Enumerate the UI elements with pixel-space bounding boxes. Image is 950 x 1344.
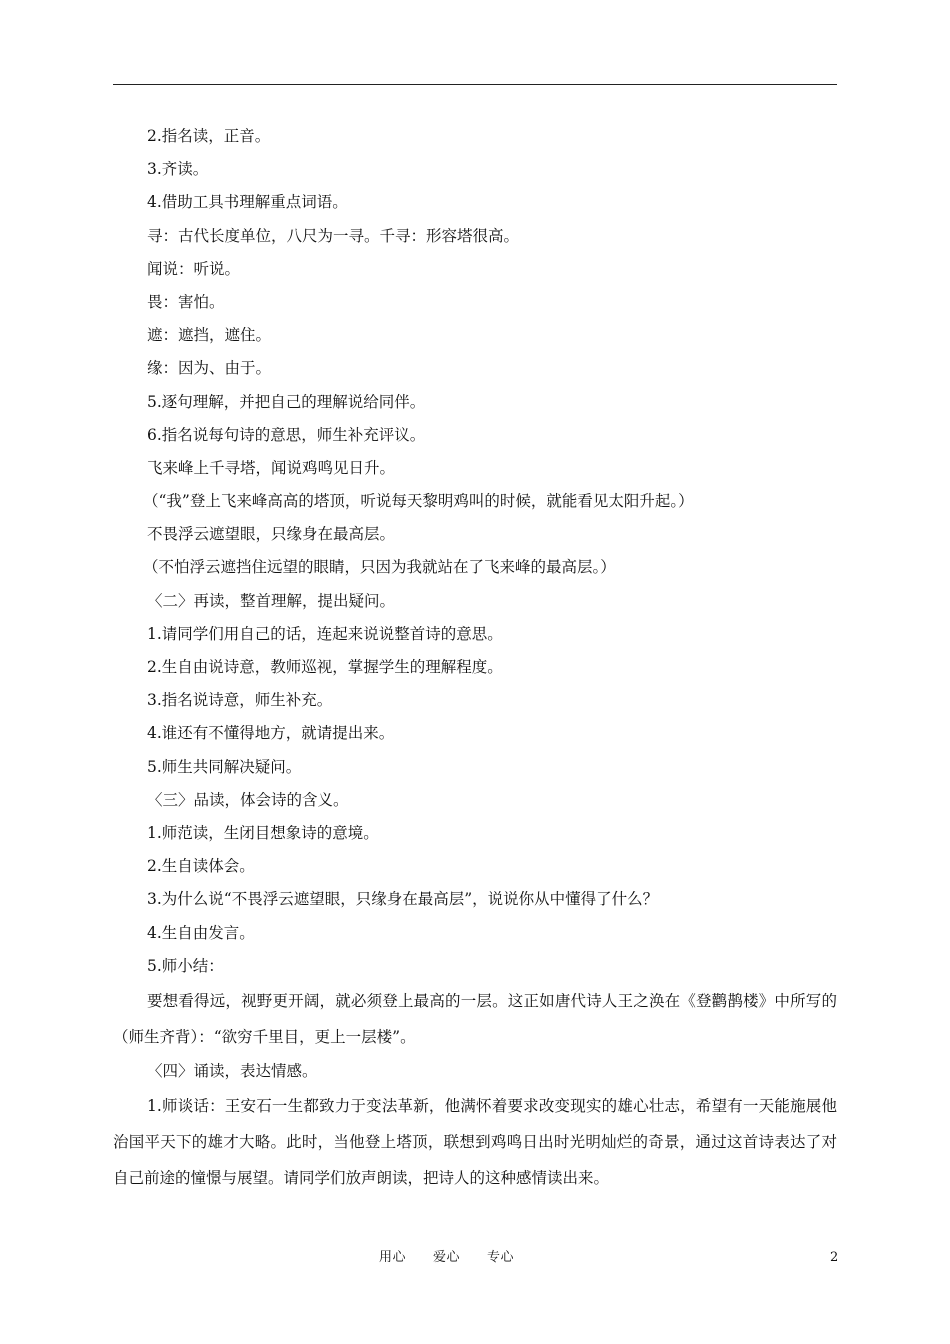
text-line: 4.借助工具书理解重点词语。 <box>147 193 348 212</box>
text-line: 5.师生共同解决疑问。 <box>147 757 302 776</box>
poem-line: 不畏浮云遮望眼，只缘身在最高层。 <box>147 525 396 544</box>
text-line: 缘：因为、由于。 <box>147 359 272 378</box>
text-line: 3.齐读。 <box>147 160 209 179</box>
header-rule <box>113 84 837 85</box>
teacher-talk-paragraph: 1.师谈话：王安石一生都致力于变法革新，他满怀着要求改变现实的雄心壮志，希望有一天能施展他治国平天下的雄才大略。此时，当他登上塔顶，联想到鸡鸣日出时光明灿烂的奇景，通过这首诗表达了对自己前途的憧憬与展望。请同学们放声朗读，把诗人的这种感情读出来。 <box>113 1097 837 1188</box>
text-line: 6.指名说每句诗的意思，师生补充评议。 <box>147 425 426 444</box>
poem-translation: （“我”登上飞来峰高高的塔顶，听说每天黎明鸡叫的时候，就能看见太阳升起。） <box>143 492 694 511</box>
text-line: 5.师小结： <box>147 956 224 975</box>
text-line: 闻说：听说。 <box>147 259 241 278</box>
text-line: 2.生自读体会。 <box>147 857 255 876</box>
text-line: 4.生自由发言。 <box>147 923 255 942</box>
section-heading: 〈四〉诵读，表达情感。 <box>147 1061 318 1080</box>
text-line: 1.师范读，生闭目想象诗的意境。 <box>147 823 379 842</box>
summary-paragraph: 要想看得远，视野更开阔，就必须登上最高的一层。这正如唐代诗人王之涣在《登鹳鹊楼》中所写的（师生齐背）：“欲穷千里目，更上一层楼”。 <box>113 991 837 1046</box>
page-number: 2 <box>830 1250 839 1265</box>
text-line: 遮：遮挡，遮住。 <box>147 326 272 345</box>
text-line: 2.生自由说诗意，教师巡视，掌握学生的理解程度。 <box>147 658 503 676</box>
text-line: 2.指名读，正音。 <box>147 127 271 145</box>
poem-line: 飞来峰上千寻塔，闻说鸡鸣见日升。 <box>147 458 396 477</box>
section-heading: 〈三〉品读，体会诗的含义。 <box>147 790 349 809</box>
page-footer <box>0 1246 950 1270</box>
text-line: 寻：古代长度单位，八尺为一寻。千寻：形容塔很高。 <box>147 226 520 245</box>
text-line: 4.谁还有不懂得地方，就请提出来。 <box>147 724 395 743</box>
document-body <box>113 120 837 1196</box>
text-line: 1.请同学们用自己的话，连起来说说整首诗的意思。 <box>147 624 503 643</box>
text-line: 3.指名说诗意，师生补充。 <box>147 691 333 710</box>
text-line: 畏：害怕。 <box>147 292 225 311</box>
text-line: 5.逐句理解，并把自己的理解说给同伴。 <box>147 392 426 411</box>
poem-translation: （不怕浮云遮挡住远望的眼睛，只因为我就站在了飞来峰的最高层。） <box>143 558 616 577</box>
section-heading: 〈二〉再读，整首理解，提出疑问。 <box>147 591 396 610</box>
footer-motto: 用心 爱心 专心 <box>379 1250 515 1265</box>
text-line: 3.为什么说“不畏浮云遮望眼，只缘身在最高层”，说说你从中懂得了什么？ <box>147 890 659 909</box>
